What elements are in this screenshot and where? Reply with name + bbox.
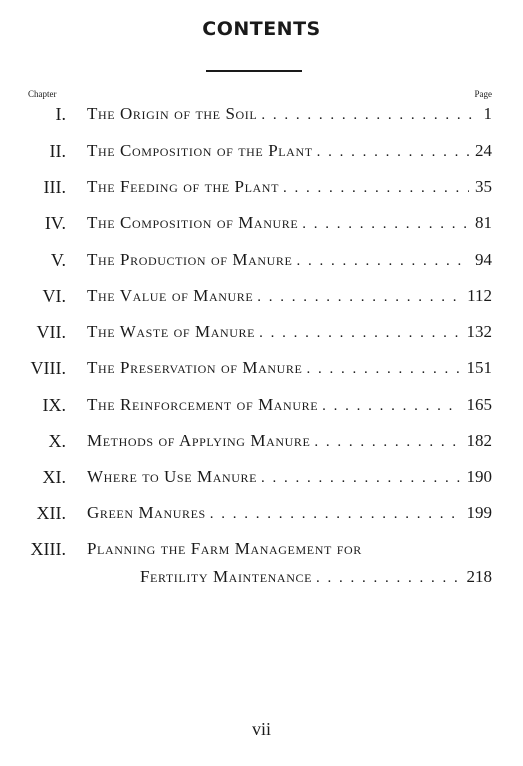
- chapter-number: IX.: [42, 395, 66, 415]
- chapter-number: VI.: [42, 286, 66, 306]
- dot-leader: [316, 564, 460, 592]
- chapter-number: I.: [55, 104, 66, 124]
- dot-leader: [314, 428, 460, 456]
- chapter-number: XIII.: [30, 539, 66, 559]
- page-number: 190: [466, 467, 492, 486]
- chapter-title: The Value of Manure: [87, 286, 254, 305]
- dot-leader: [296, 247, 469, 275]
- chapter-title: Planning the Farm Management for: [87, 539, 362, 558]
- dot-leader: [259, 319, 460, 347]
- chapter-title: Green Manures: [87, 503, 206, 522]
- title-rule: [206, 70, 302, 72]
- toc-entry[interactable]: [0, 137, 523, 165]
- dot-leader: [283, 174, 469, 202]
- chapter-number: VIII.: [30, 358, 66, 378]
- page-number: 94: [475, 250, 492, 269]
- chapter-title: The Origin of the Soil: [87, 104, 258, 123]
- toc-entry[interactable]: [0, 282, 523, 310]
- chapter-title: The Waste of Manure: [87, 322, 256, 341]
- toc-entry[interactable]: [0, 100, 523, 128]
- dot-leader: [306, 355, 460, 383]
- page-number: 182: [466, 431, 492, 450]
- dot-leader: [257, 283, 461, 311]
- page-folio: vii: [251, 719, 271, 739]
- toc-entry[interactable]: [0, 173, 523, 201]
- chapter-number: VII.: [36, 322, 66, 342]
- chapter-number: XII.: [36, 503, 66, 523]
- page-number: 218: [466, 567, 492, 586]
- dot-leader: [261, 101, 477, 129]
- chapter-title: The Reinforcement of Manure: [87, 395, 319, 414]
- dot-leader: [261, 464, 460, 492]
- page-number: 81: [475, 213, 492, 232]
- dot-leader: [302, 210, 469, 238]
- toc-entry[interactable]: [0, 354, 523, 382]
- page-number: 1: [483, 104, 492, 123]
- toc-entry[interactable]: [0, 246, 523, 274]
- toc-entry[interactable]: [0, 209, 523, 237]
- toc-entry[interactable]: [0, 318, 523, 346]
- page-column-label: Page: [474, 89, 492, 99]
- page-number: 132: [466, 322, 492, 341]
- chapter-number: XI.: [42, 467, 66, 487]
- toc-entry[interactable]: [0, 535, 523, 591]
- toc-entry[interactable]: [0, 499, 523, 527]
- chapter-title: Methods of Applying Manure: [87, 431, 311, 450]
- chapter-title: The Production of Manure: [87, 250, 293, 269]
- chapter-number: II.: [49, 141, 66, 161]
- chapter-number: IV.: [44, 213, 66, 233]
- dot-leader: [317, 138, 469, 166]
- page-number: 112: [467, 286, 492, 305]
- chapter-title: The Feeding of the Plant: [87, 177, 280, 196]
- chapter-title: The Composition of the Plant: [87, 141, 313, 160]
- chapter-title: Where to Use Manure: [87, 467, 258, 486]
- page-number: 24: [475, 141, 492, 160]
- toc-entry[interactable]: [0, 463, 523, 491]
- chapter-number: X.: [48, 431, 66, 451]
- dot-leader: [322, 392, 460, 420]
- page-number: 35: [475, 177, 492, 196]
- chapter-number: V.: [50, 250, 66, 270]
- page-number: 199: [466, 503, 492, 522]
- chapter-title: The Preservation of Manure: [87, 358, 303, 377]
- page-title: CONTENTS: [202, 18, 321, 40]
- chapter-number: III.: [43, 177, 66, 197]
- toc-entry[interactable]: [0, 391, 523, 419]
- chapter-title: The Composition of Manure: [87, 213, 299, 232]
- chapter-column-label: Chapter: [28, 89, 57, 99]
- page-number: 165: [466, 395, 492, 414]
- chapter-title-continuation: Fertility Maintenance: [140, 567, 313, 586]
- toc-entry[interactable]: [0, 427, 523, 455]
- page-number: 151: [466, 358, 492, 377]
- dot-leader: [210, 500, 461, 528]
